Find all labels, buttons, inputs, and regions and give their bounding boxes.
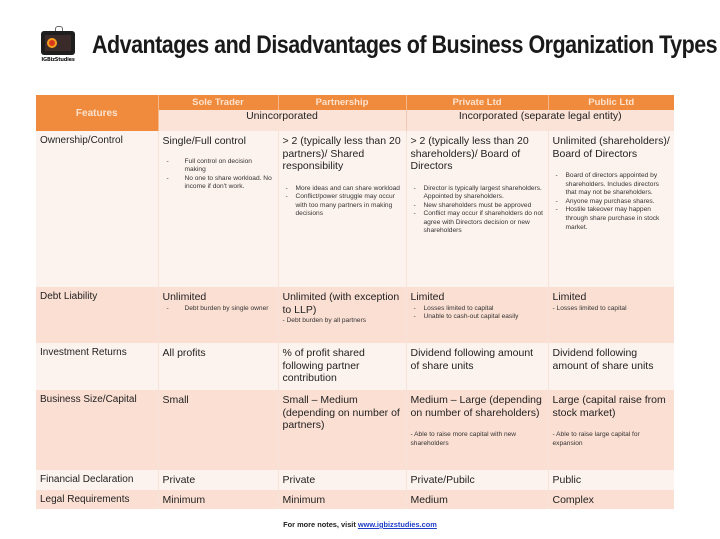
cell-public-ltd <box>548 343 674 390</box>
cell-main: All profits <box>162 347 206 359</box>
cell-sole-trader <box>158 470 278 490</box>
cell-main: % of profit shared following partner contribution <box>282 347 365 384</box>
cell-sole-trader <box>158 287 278 343</box>
cell-public-ltd <box>548 470 674 490</box>
feature-label: Investment Returns <box>36 343 158 390</box>
bullet: - More ideas and can share workload <box>283 185 402 194</box>
cell-sole-trader <box>158 390 278 470</box>
bullet: - Hostile takeover may happen through share purchase in stock market. <box>553 206 671 232</box>
table-row-investment-returns <box>36 343 674 390</box>
bullet: - Losses limited to capital <box>411 305 544 314</box>
cell-main: Unlimited <box>162 291 207 303</box>
column-header-features: Features <box>36 95 158 131</box>
column-header-public-ltd: Public Ltd <box>548 95 674 110</box>
cell-main: Small – Medium (depending on number of partners) <box>282 394 400 431</box>
column-header-partnership: Partnership <box>278 95 406 110</box>
cell-note: - Able to raise large capital for expansion <box>552 431 640 447</box>
cell-sole-trader <box>158 490 278 509</box>
footer-text: For more notes, visit <box>283 520 356 529</box>
feature-label: Financial Declaration <box>36 470 158 490</box>
group-incorporated: Incorporated (separate legal entity) <box>406 110 674 131</box>
bullet: - Board of directors appointed by shareholders. Includes directors that may not be shareholders. <box>553 172 671 198</box>
cell-main: Minimum <box>162 494 206 506</box>
cell-main: Medium – Large (depending on number of shareholders) <box>410 394 542 419</box>
cell-main: > 2 (typically less than 20 shareholders)/ Board of Directors <box>410 135 529 172</box>
cell-partnership <box>278 390 406 470</box>
column-header-private-ltd: Private Ltd <box>406 95 548 110</box>
feature-label: Debt Liability <box>36 287 158 343</box>
page-header <box>38 24 720 66</box>
cell-partnership <box>278 287 406 343</box>
cell-main: Large (capital raise from stock market) <box>552 394 666 419</box>
cell-main: Small <box>162 394 189 406</box>
group-unincorporated: Unincorporated <box>158 110 406 131</box>
table-row-business-size <box>36 390 674 470</box>
igbizstudies-logo-icon <box>38 25 78 65</box>
feature-label: Ownership/Control <box>36 131 158 287</box>
cell-main: Unlimited (shareholders)/ Board of Directors <box>552 135 670 160</box>
cell-main: Unlimited (with exception to LLP) <box>282 291 400 316</box>
cell-note: - Debt burden by all partners <box>282 317 367 324</box>
bullet: - New shareholders must be approved <box>411 202 544 211</box>
cell-main: Dividend following amount of share units <box>552 347 654 372</box>
page-title: Advantages and Disadvantages of Business Organization Types <box>92 30 718 59</box>
comparison-table <box>36 95 674 509</box>
cell-main: Public <box>552 474 582 486</box>
cell-main: Dividend following amount of share units <box>410 347 534 372</box>
cell-public-ltd <box>548 390 674 470</box>
cell-private-ltd <box>406 390 548 470</box>
bullet: - Conflict may occur if shareholders do not agree with Directors decision or new shareholders <box>411 210 544 236</box>
cell-public-ltd <box>548 287 674 343</box>
cell-partnership <box>278 490 406 509</box>
cell-private-ltd <box>406 343 548 390</box>
table-row-financial-declaration <box>36 470 674 490</box>
feature-label: Business Size/Capital <box>36 390 158 470</box>
table-row-debt-liability <box>36 287 674 343</box>
cell-note: - Able to raise more capital with new shareholders <box>410 431 517 447</box>
cell-private-ltd <box>406 490 548 509</box>
cell-partnership <box>278 131 406 287</box>
cell-main: > 2 (typically less than 20 partners)/ Shared responsibility <box>282 135 401 172</box>
feature-label: Legal Requirements <box>36 490 158 509</box>
column-header-sole-trader: Sole Trader <box>158 95 278 110</box>
bullet: - Director is typically largest shareholders. Appointed by shareholders. <box>411 185 544 202</box>
cell-private-ltd <box>406 470 548 490</box>
footer <box>0 520 720 529</box>
bullet: - Full control on decision making <box>163 158 274 175</box>
cell-partnership <box>278 343 406 390</box>
logo-label: IGBizStudies <box>41 57 75 63</box>
cell-main: Private <box>282 474 316 486</box>
cell-main: Private/Pubilc <box>410 474 475 486</box>
cell-main: Limited <box>552 291 587 303</box>
cell-main: Complex <box>552 494 594 506</box>
cell-public-ltd <box>548 490 674 509</box>
cell-sole-trader <box>158 343 278 390</box>
cell-main: Medium <box>410 494 448 506</box>
cell-main: Limited <box>410 291 445 303</box>
cell-main: Single/Full control <box>162 135 246 147</box>
bullet: - Conflict/power struggle may occur with too many partners in making decisions <box>283 193 402 219</box>
cell-sole-trader <box>158 131 278 287</box>
table-row-ownership <box>36 131 674 287</box>
bullet: - Anyone may purchase shares. <box>553 198 671 207</box>
bullet: - Debt burden by single owner <box>163 305 274 314</box>
cell-private-ltd <box>406 287 548 343</box>
cell-main: Minimum <box>282 494 326 506</box>
bullet: - No one to share workload. No income if don't work. <box>163 175 274 192</box>
bullet: - Unable to cash-out capital easily <box>411 313 544 322</box>
table-row-legal-requirements <box>36 490 674 509</box>
cell-public-ltd <box>548 131 674 287</box>
cell-note: - Losses limited to capital <box>552 304 627 312</box>
website-link[interactable]: www.igbizstudies.com <box>357 520 437 529</box>
cell-main: Private <box>162 474 196 486</box>
cell-private-ltd <box>406 131 548 287</box>
cell-partnership <box>278 470 406 490</box>
